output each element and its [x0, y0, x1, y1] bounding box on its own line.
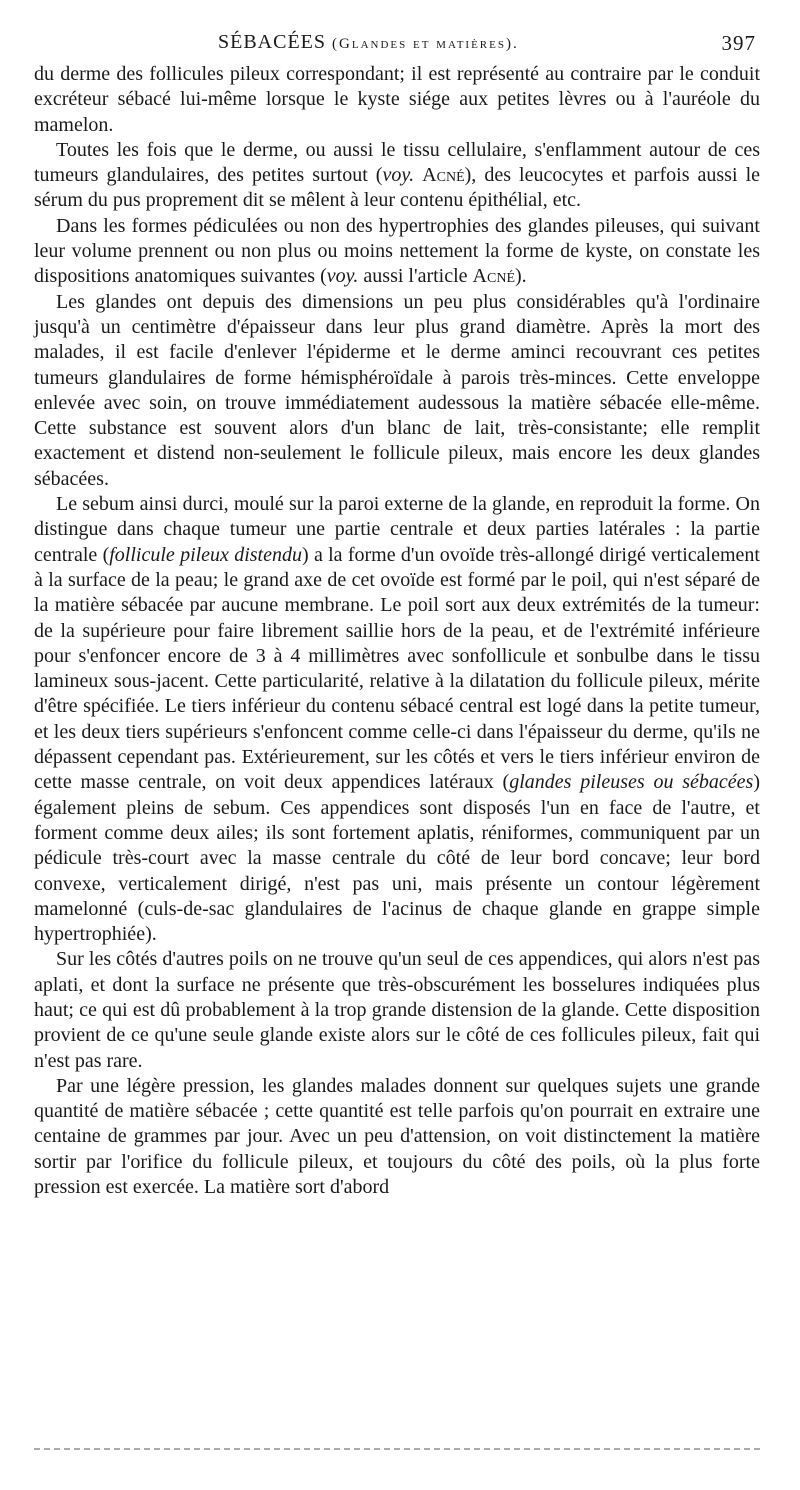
paragraph: Le sebum ainsi durci, moulé sur la paroi externe de la glande, en reproduit la forme. On distingue dans chaque tumeur une partie centrale et deux parties latérales : la partie centrale (follicule pileux distendu) a la forme d'un ovoïde très-allongé dirigé verticalement à la surface de la peau; le grand axe de cet ovoïde est formé par le poil, qui n'est séparé de la matière sébacée par aucune membrane. Le poil sort aux deux extrémités de la tumeur: de la supérieure pour faire librement saillie hors de la peau, et de l'extrémité inférieure pour s'enfoncer encore de 3 à 4 millimètres avec sonfollicule et sonbulbe dans le tissu lamineux sous-jacent. Cette particularité, relative à la dilatation du follicule pileux, mérite d'être spécifiée. Le tiers inférieur du contenu sébacé central est logé dans la petite tumeur, et les deux tiers supérieurs s'enfoncent comme celle-ci dans l'épaisseur du derme, qu'ils ne dépassent cependant pas. Extérieurement, sur les côtés et vers le tiers inférieur environ de cette masse centrale, on voit deux appendices latéraux (glandes pileuses ou sébacées) également pleins de sebum. Ces appendices sont disposés l'un en face de l'autre, et forment comme deux ailes; ils sont fortement aplatis, réniformes, communiquent par un pédicule très-court avec la masse centrale du côté de leur bord concave; leur bord convexe, verticalement dirigé, n'est pas uni, mais présente un contour légèrement mamelonné (culs-de-sac glandulaires de l'acinus de chaque glande en grappe simple hypertrophiée).	[34, 493, 760, 946]
paragraph: Sur les côtés d'autres poils on ne trouve qu'un seul de ces appendices, qui alors n'est pas aplati, et dont la surface ne présente que très-obscurément les bosselures indiquées plus haut; ce qui est dû probablement à la trop grande distension de la glande. Cette disposition provient de ce qu'une seule glande existe alors sur le côté de ces follicules pileux, fait qui n'est pas rare.	[34, 948, 760, 1072]
running-title-main: SÉBACÉES	[218, 31, 327, 53]
running-header	[34, 31, 760, 57]
page-number: 397	[721, 31, 756, 55]
paragraph: du derme des follicules pileux correspondant; il est représenté au contraire par le conduit excréteur sébacé lui-même lorsque le kyste siége aux petites lèvres ou à l'auréole du mamelon.	[34, 63, 760, 136]
footer-rule	[34, 1448, 760, 1450]
running-title	[218, 31, 519, 54]
paragraph: Par une légère pression, les glandes malades donnent sur quelques sujets une grande quantité de matière sébacée ; cette quantité est telle parfois qu'on pourrait en extraire une centaine de grammes par jour. Avec un peu d'attension, on voit distinctement la matière sortir par l'orifice du follicule pileux, et toujours du côté des poils, où la plus forte pression est exercée. La matière sort d'abord	[34, 1074, 760, 1199]
paragraph: Dans les formes pédiculées ou non des hypertrophies des glandes pileuses, qui suivant leur volume prennent ou non plus ou moins nettement la forme de kyste, on constate les dispositions anatomiques suivantes (voy. aussi l'article Acné).	[34, 214, 760, 288]
paragraph: Toutes les fois que le derme, ou aussi le tissu cellulaire, s'enflamment autour de ces tumeurs glandulaires, des petites surtout (voy. Acné), des leucocytes et parfois aussi le sérum du pus proprement dit se mêlent à leur contenu épithélial, etc.	[34, 138, 760, 212]
running-title-sub: (Glandes et matières).	[332, 36, 519, 52]
paragraph: Les glandes ont depuis des dimensions un peu plus considérables qu'à l'ordinaire jusqu'à un centimètre d'épaisseur dans leur plus grand diamètre. Après la mort des malades, il est facile d'enlever l'épiderme et le derme aminci recouvrant ces petites tumeurs glandulaires de forme hémisphéroïdale à parois très-minces. Cette enveloppe enlevée avec soin, on trouve immédiatement audessous la matière sébacée elle-même. Cette substance est souvent alors d'un blanc de lait, très-consistante; elle remplit exactement et distend non-seulement le follicule pileux, mais encore les deux glandes sébacées.	[34, 290, 760, 490]
body-text	[34, 62, 760, 1200]
